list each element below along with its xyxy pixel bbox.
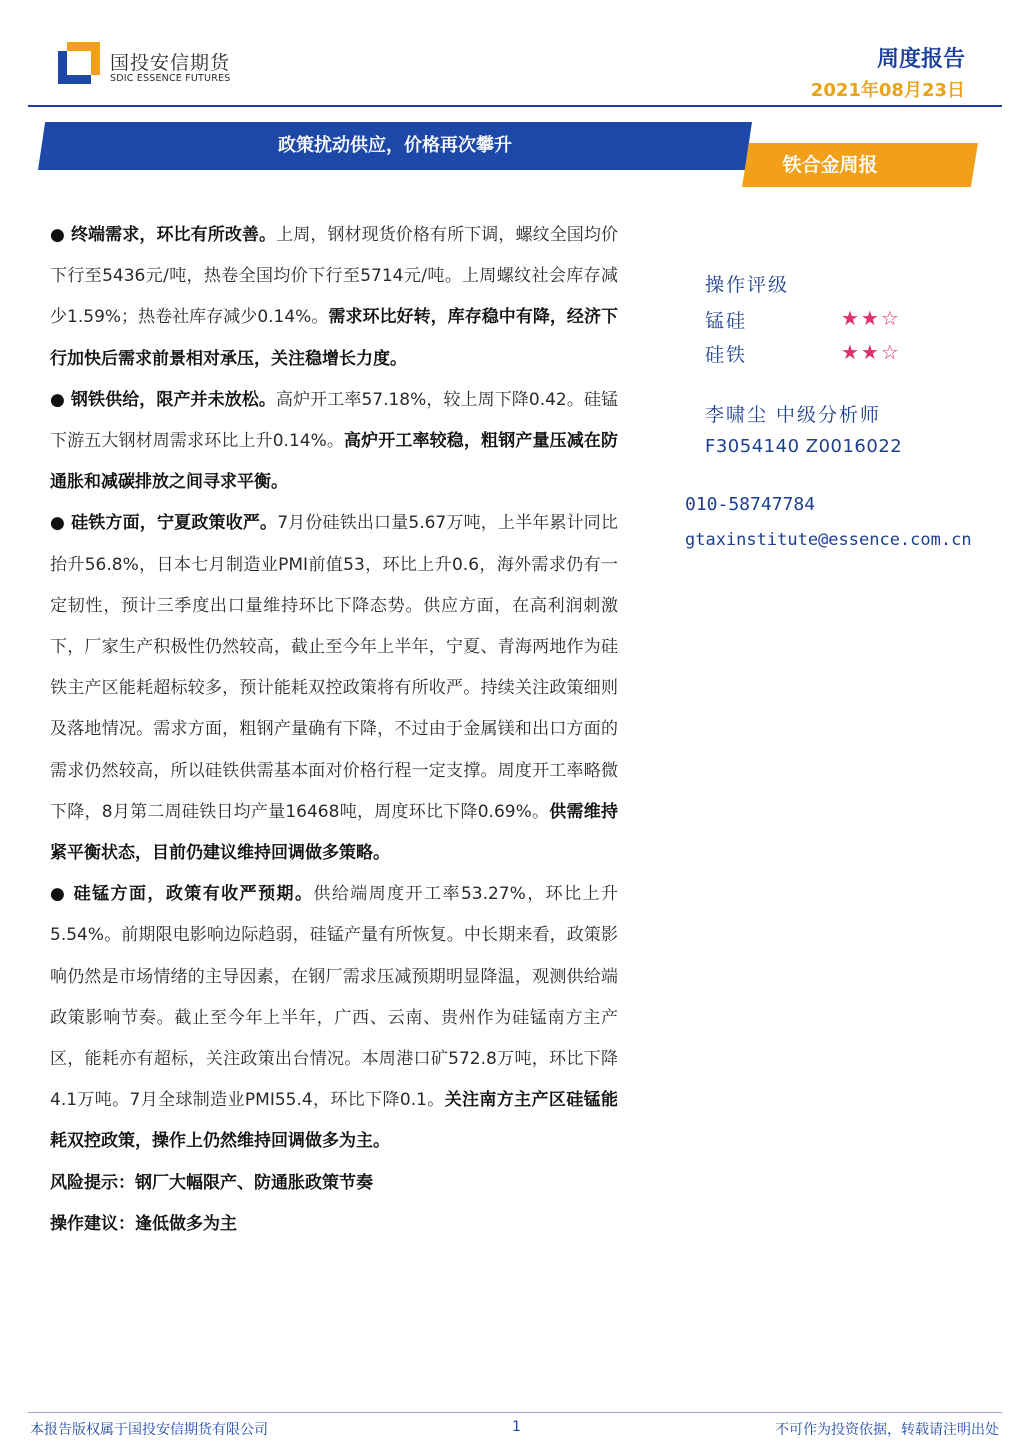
star-rating-icon: ★★☆ xyxy=(841,306,901,330)
paragraph-ferrosilicon xyxy=(50,503,618,874)
company-logo xyxy=(58,42,248,92)
paragraph-demand xyxy=(50,215,618,380)
analyst-name: 李啸尘 中级分析师 xyxy=(705,404,882,426)
paragraph-text: 上周，钢材现货价格有所下调，螺纹全国均价下行至5436元/吨，热卷全国均价下行至5714元/吨。上周螺纹社会库存减少1.59%；热卷社库存减少0.14%。 xyxy=(50,225,618,328)
rating-product: 锰硅 xyxy=(705,310,748,332)
contact-email[interactable]: gtaxinstitute@essence.com.cn xyxy=(685,530,972,550)
company-name-cn: 国投安信期货 xyxy=(110,52,231,74)
rating-product: 硅铁 xyxy=(705,344,748,366)
paragraph-lead: ● 硅锰方面，政策有收严预期。 xyxy=(50,884,314,905)
report-title: 政策扰动供应，价格再次攀升 xyxy=(278,135,512,156)
report-type: 周度报告 xyxy=(876,47,965,72)
operation-advice-text: 操作建议：逢低做多为主 xyxy=(50,1213,237,1234)
report-category: 铁合金周报 xyxy=(782,154,878,176)
paragraph-text: 7月份硅铁出口量5.67万吨，上半年累计同比抬升56.8%，日本七月制造业PMI前值53，环比上升0.6，海外需求仍有一定韧性，预计三季度出口量维持环比下降态势。供应方面，在高利润刺激下，厂家生产积极性仍然较高，截止至今年上半年，宁夏、青海两地作为硅铁主产区能耗超标较多，预计能耗双控政策将有所收严。持续关注政策细则及落地情况。需求方面，粗钢产量确有下降，不过由于金属镁和出口方面的需求仍然较高，所以硅铁供需基本面对价格行程一定支撑。周度开工率略微下降，8月第二周硅铁日均产量16468吨，周度环比下降0.69%。 xyxy=(50,513,618,822)
report-date: 2021年08月23日 xyxy=(810,80,965,101)
rating-title: 操作评级 xyxy=(705,274,790,296)
rating-row xyxy=(705,340,1005,374)
company-name-en: SDIC ESSENCE FUTURES xyxy=(110,73,231,84)
paragraph-supply xyxy=(50,380,618,504)
page-number: 1 xyxy=(512,1419,521,1435)
report-body xyxy=(50,215,618,1245)
paragraph-conclusion: 高炉开工率较稳，粗钢产量压减在防通胀和减碳排放之间寻求平衡。 xyxy=(50,431,618,493)
operation-advice xyxy=(50,1204,618,1245)
paragraph-conclusion: 需求环比好转，库存稳中有降，经济下行加快后需求前景相对承压，关注稳增长力度。 xyxy=(50,307,619,369)
paragraph-text: 高炉开工率57.18%，较上周下降0.42。硅锰下游五大钢材周需求环比上升0.14%。 xyxy=(50,389,618,452)
paragraph-conclusion: 供需维持紧平衡状态，目前仍建议维持回调做多策略。 xyxy=(50,801,618,864)
paragraph-silicomanganese xyxy=(50,874,618,1162)
risk-warning xyxy=(50,1163,618,1204)
paragraph-text: 供给端周度开工率53.27%，环比上升5.54%。前期限电影响边际趋弱，硅锰产量有所恢复。中长期来看，政策影响仍然是市场情绪的主导因素，在钢厂需求压减预期明显降温，观测供给端政策影响节奏。截止至今年上半年，广西、云南、贵州作为硅锰南方主产区，能耗亦有超标，关注政策出台情况。本周港口矿572.8万吨，环比下降4.1万吨。7月全球制造业PMI55.4，环比下降0.1。 xyxy=(50,884,618,1111)
analyst-license: F3054140 Z0016022 xyxy=(705,436,903,457)
rating-panel xyxy=(705,270,1005,374)
contact-phone: 010-58747784 xyxy=(685,494,816,515)
footer-copyright: 本报告版权属于国投安信期货有限公司 xyxy=(30,1422,268,1438)
paragraph-lead: ● 终端需求，环比有所改善。 xyxy=(50,225,277,245)
logo-icon xyxy=(58,42,100,84)
footer-divider xyxy=(28,1412,1002,1413)
paragraph-lead: ● 钢铁供给，限产并未放松。 xyxy=(50,389,276,410)
paragraph-lead: ● 硅铁方面，宁夏政策收严。 xyxy=(50,513,278,534)
header-divider xyxy=(28,105,1002,107)
footer-disclaimer: 不可作为投资依据，转载请注明出处 xyxy=(775,1422,999,1438)
risk-warning-text: 风险提示：钢厂大幅限产、防通胀政策节奏 xyxy=(50,1172,373,1193)
rating-row xyxy=(705,306,1005,340)
star-rating-icon: ★★☆ xyxy=(841,340,901,364)
paragraph-conclusion: 关注南方主产区硅锰能耗双控政策，操作上仍然维持回调做多为主。 xyxy=(50,1090,619,1152)
